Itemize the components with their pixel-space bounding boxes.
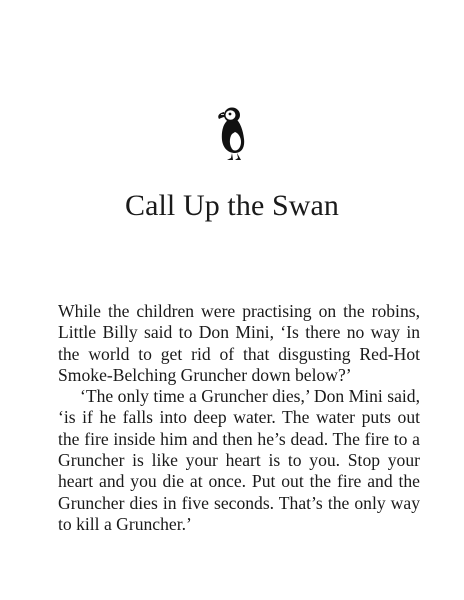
chapter-title: Call Up the Swan (124, 189, 340, 222)
paragraph: ‘The only time a Gruncher dies,’ Don Mini said, ‘is if he falls into deep water. The water puts out the fire inside him and then he’s dead. The fire to a Gruncher is like your heart is to you. Stop your heart and you die at once. Put out the fire and the Gruncher dies in five seconds. That’s the only way to kill a Gruncher.’ (58, 386, 420, 534)
paragraph: While the children were practising on the robins, Little Billy said to Don Mini, ‘Is there no way in the world to get rid of that disgusting Red-Hot Smoke-Belching Gruncher down below?’ (58, 301, 420, 385)
puffin-icon (212, 104, 254, 162)
chapter-body (58, 301, 420, 535)
